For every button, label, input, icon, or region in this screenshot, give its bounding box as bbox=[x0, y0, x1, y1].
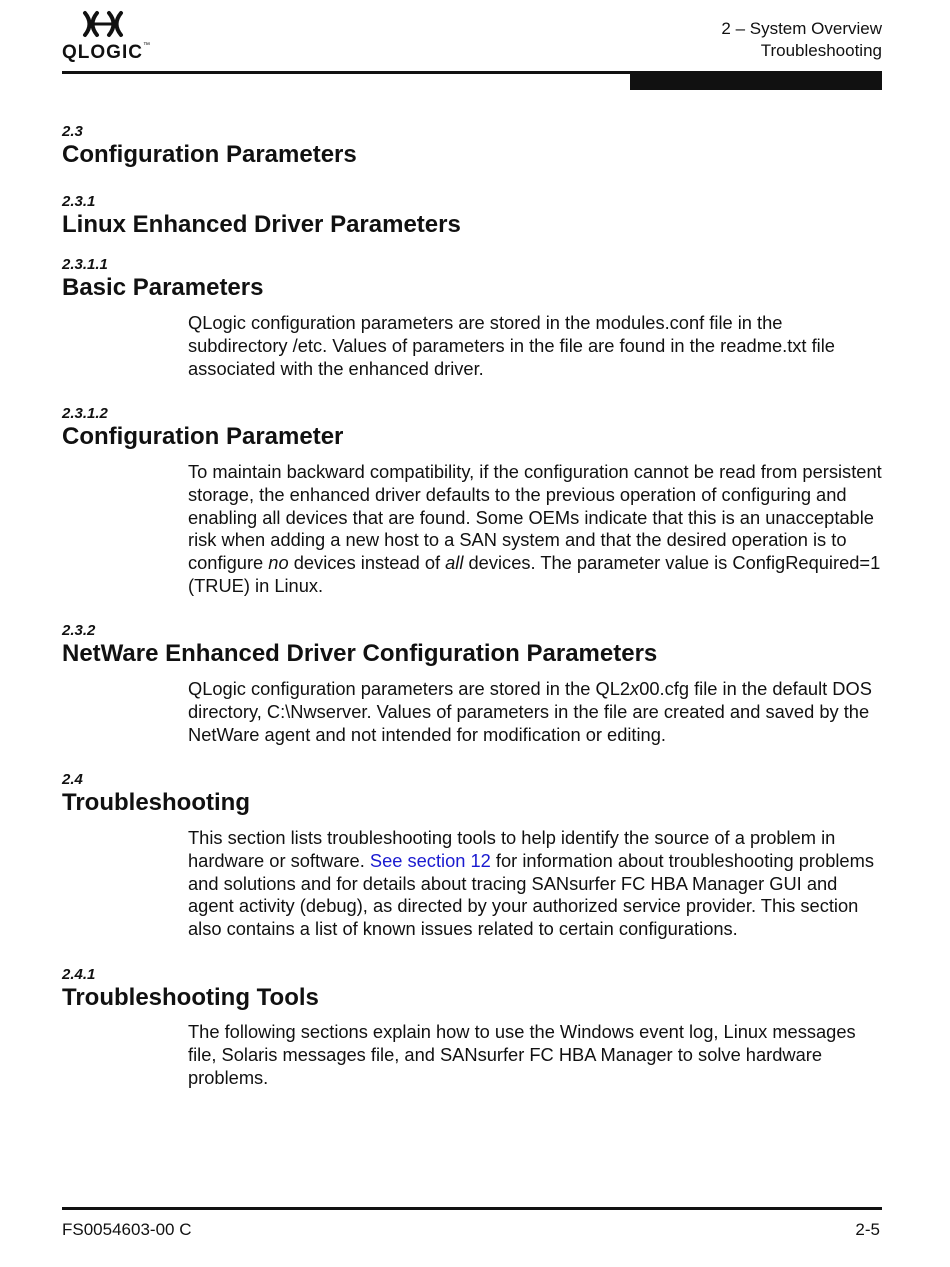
emphasis-all: all bbox=[445, 552, 464, 574]
chapter-title: 2 – System Overview bbox=[721, 19, 882, 38]
section-title: Configuration Parameters bbox=[62, 141, 357, 168]
section-number: 2.3.1.2 bbox=[62, 405, 108, 422]
logo-wordmark: QLOGIC bbox=[62, 42, 143, 63]
section-title: NetWare Enhanced Driver Configuration Parameters bbox=[62, 640, 658, 667]
section-number: 2.3.1.1 bbox=[62, 256, 108, 273]
see-section-12-link[interactable]: See section 12 bbox=[369, 849, 491, 871]
emphasis-x: x bbox=[630, 678, 640, 699]
section-number: 2.3 bbox=[62, 123, 83, 140]
section-title: Configuration Parameter bbox=[62, 423, 344, 450]
section-title: Troubleshooting Tools bbox=[62, 984, 319, 1011]
running-header bbox=[721, 18, 882, 62]
heading-2-3-2 bbox=[62, 622, 882, 669]
heading-2-3-1-1 bbox=[62, 256, 882, 303]
body-text: The following sections explain how to use the Windows event log, Linux messages file, Solaris messages file, and SANsurfer FC HBA Manager to solve hardware problems. bbox=[188, 1021, 856, 1088]
qlogic-logo-icon bbox=[82, 10, 124, 38]
body-text: QLogic configuration parameters are stored in the QL2x00.cfg file in the default DOS directory, C:\Nwserver. Values of parameters in the file are created and saved by the NetWare agent and not intended for modification or editing. bbox=[188, 678, 872, 745]
body-text: QLogic configuration parameters are stored in the modules.conf file in the subdirectory /etc. Values of parameters in the file are found in the readme.txt file associated with the enhanced driver. bbox=[188, 312, 835, 379]
heading-2-3-1 bbox=[62, 193, 882, 240]
page-number: 2-5 bbox=[855, 1220, 880, 1239]
footer-rule bbox=[62, 1207, 882, 1210]
paragraph-basic-parameters bbox=[188, 312, 883, 380]
section-title: Troubleshooting bbox=[62, 789, 250, 816]
paragraph-troubleshooting-tools bbox=[188, 1021, 883, 1089]
logo-trademark: ™ bbox=[142, 42, 151, 49]
section-title: Basic Parameters bbox=[62, 274, 264, 301]
header-bar bbox=[630, 74, 882, 90]
section-number: 2.3.1 bbox=[62, 193, 96, 210]
section-number: 2.4 bbox=[62, 771, 83, 788]
qlogic-logo bbox=[62, 10, 152, 62]
paragraph-troubleshooting bbox=[188, 827, 883, 941]
section-number: 2.4.1 bbox=[62, 966, 96, 983]
heading-2-4-1 bbox=[62, 966, 882, 1013]
section-title: Linux Enhanced Driver Parameters bbox=[62, 211, 461, 238]
paragraph-configuration-parameter bbox=[188, 461, 883, 598]
section-number: 2.3.2 bbox=[62, 622, 96, 639]
body-text: This section lists troubleshooting tools to help identify the source of a problem in hardware or software. See section 12 for information about troubleshooting problems and solutions and for details about tracing SANsurfer FC HBA Manager GUI and agent activity (debug), as directed by your authorized service provider. This section also contains a list of known issues related to certain configurations. bbox=[188, 827, 874, 940]
heading-2-4 bbox=[62, 771, 882, 818]
running-section-title: Troubleshooting bbox=[760, 41, 882, 60]
heading-2-3-1-2 bbox=[62, 405, 882, 452]
document-id: FS0054603-00 C bbox=[62, 1220, 192, 1239]
body-text: To maintain backward compatibility, if the configuration cannot be read from persistent storage, the enhanced driver defaults to the previous operation of configuring and enabling all devices that are found. Some OEMs indicate that this is an unacceptable risk when adding a new host to a SAN system and that the desired operation is to configure no devices instead of all devices. The parameter value is ConfigRequired=1 (TRUE) in Linux. bbox=[188, 461, 882, 596]
heading-2-3 bbox=[62, 123, 882, 170]
paragraph-netware-parameters bbox=[188, 678, 883, 746]
emphasis-no: no bbox=[268, 552, 289, 574]
